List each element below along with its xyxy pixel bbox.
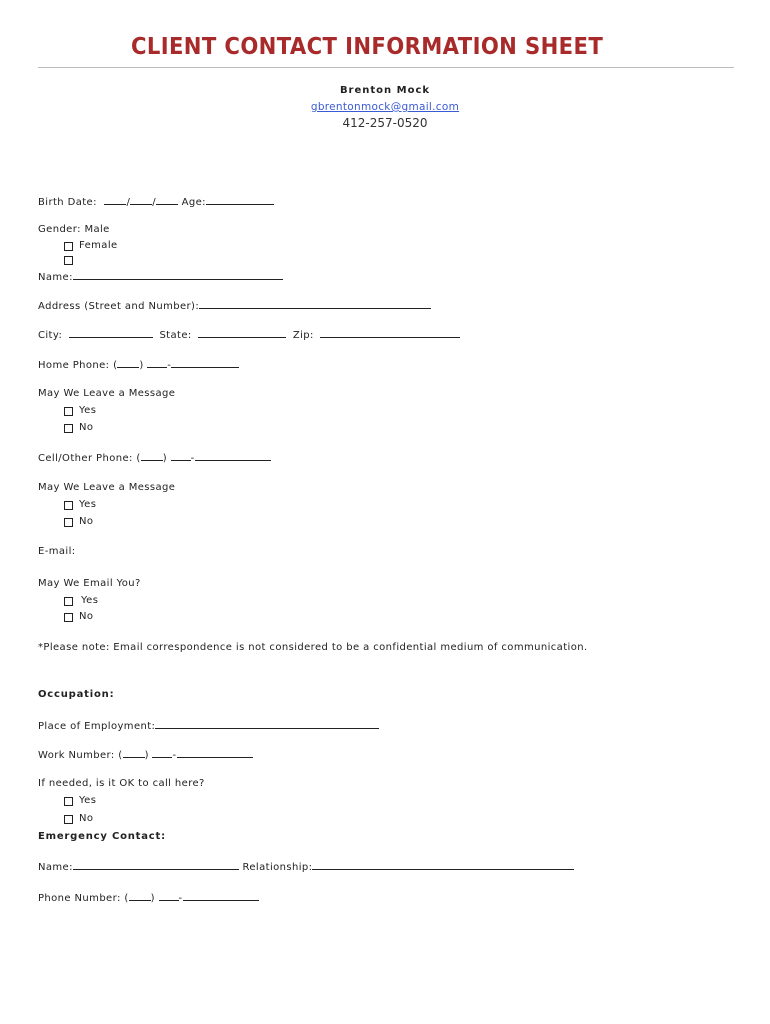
age-label: Age: (181, 197, 206, 208)
address-field[interactable] (199, 298, 431, 309)
birth-day-field[interactable] (130, 194, 152, 205)
checkbox-icon[interactable] (64, 815, 73, 824)
cell-phone-prefix-field[interactable] (171, 450, 191, 461)
emergency-phone-line-field[interactable] (183, 890, 259, 901)
state-field[interactable] (198, 327, 286, 338)
phone-dash: - (190, 453, 195, 464)
client-name: Brenton Mock (339, 85, 431, 96)
home-phone-prefix-field[interactable] (147, 357, 167, 368)
name-label: Name: (38, 272, 73, 283)
leave-message-label-2: May We Leave a Message (38, 482, 176, 493)
checkbox-icon[interactable] (64, 256, 73, 265)
gender-blank-option[interactable] (64, 256, 79, 265)
home-phone-row (38, 357, 239, 373)
option-no-label: No (79, 611, 94, 622)
checkbox-icon[interactable] (64, 242, 73, 251)
may-email-label: May We Email You? (38, 578, 141, 589)
ok-to-call-label: If needed, is it OK to call here? (38, 778, 205, 789)
state-label: State: (159, 330, 192, 341)
emergency-phone-area-field[interactable] (129, 890, 151, 901)
cell-phone-area-field[interactable] (141, 450, 163, 461)
phone-paren-open: ( (136, 453, 141, 464)
phone-dash: - (167, 360, 172, 371)
city-field[interactable] (69, 327, 153, 338)
emergency-phone-label: Phone Number: (38, 893, 121, 904)
work-phone-line-field[interactable] (177, 747, 253, 758)
name-row (38, 269, 283, 285)
relationship-label: Relationship: (242, 862, 313, 873)
option-no-label: No (79, 516, 94, 527)
cell-phone-label: Cell/Other Phone: (38, 453, 133, 464)
checkbox-icon[interactable] (64, 501, 73, 510)
client-phone: 412-257-0520 (342, 116, 428, 130)
gender-label: Gender: (38, 224, 81, 235)
gender-female-label: Female (79, 240, 118, 251)
work-phone-prefix-field[interactable] (152, 747, 172, 758)
emergency-contact-heading-text: Emergency Contact: (38, 831, 166, 842)
client-email-link[interactable]: gbrentonmock@gmail.com (310, 101, 460, 113)
cell-phone-line-field[interactable] (195, 450, 271, 461)
birth-date-label: Birth Date: (38, 197, 97, 208)
address-label: Address (Street and Number): (38, 301, 200, 312)
birth-year-field[interactable] (156, 194, 178, 205)
page-title: CLIENT CONTACT INFORMATION SHEET (131, 34, 604, 60)
phone-dash: - (172, 750, 177, 761)
phone-paren-open: ( (124, 893, 129, 904)
phone-paren-close: ) (144, 750, 149, 761)
email-no-option[interactable] (64, 610, 93, 624)
option-yes-label: Yes (79, 795, 97, 806)
city-state-zip-row (38, 327, 460, 343)
email-yes-option[interactable] (64, 594, 98, 608)
emergency-phone-row (38, 890, 259, 906)
title-divider (38, 67, 734, 68)
phone-dash: - (178, 893, 183, 904)
name-field[interactable] (73, 269, 283, 280)
emergency-contact-heading (38, 830, 166, 844)
work-phone-area-field[interactable] (123, 747, 145, 758)
home-phone-line-field[interactable] (171, 357, 239, 368)
phone-paren-open: ( (118, 750, 123, 761)
phone-paren-close: ) (162, 453, 167, 464)
home-message-no-option[interactable] (64, 421, 93, 435)
checkbox-icon[interactable] (64, 597, 73, 606)
cell-message-no-option[interactable] (64, 515, 93, 529)
emergency-phone-prefix-field[interactable] (159, 890, 179, 901)
leave-message-label-1: May We Leave a Message (38, 388, 176, 399)
work-number-row (38, 747, 253, 763)
place-of-employment-label: Place of Employment: (38, 721, 156, 732)
emergency-name-row (38, 859, 574, 875)
phone-paren-close: ) (150, 893, 155, 904)
phone-paren-close: ) (139, 360, 144, 371)
home-message-yes-option[interactable] (64, 404, 96, 418)
checkbox-icon[interactable] (64, 424, 73, 433)
work-number-label: Work Number: (38, 750, 115, 761)
occupation-heading-text: Occupation: (38, 689, 115, 700)
email-label: E-mail: (38, 546, 76, 557)
place-of-employment-field[interactable] (155, 718, 379, 729)
option-yes-label: Yes (79, 405, 97, 416)
place-of-employment-row (38, 718, 379, 734)
home-phone-label: Home Phone: (38, 360, 110, 371)
birth-date-row: Birth Date: / / Age: (38, 194, 274, 210)
option-no-label: No (79, 422, 94, 433)
emergency-name-label: Name: (38, 862, 73, 873)
emergency-name-field[interactable] (73, 859, 239, 870)
gender-row (38, 223, 110, 237)
phone-paren-open: ( (113, 360, 118, 371)
checkbox-icon[interactable] (64, 518, 73, 527)
cell-phone-row (38, 450, 271, 466)
cell-message-yes-option[interactable] (64, 498, 96, 512)
zip-label: Zip: (292, 330, 314, 341)
relationship-field[interactable] (312, 859, 574, 870)
checkbox-icon[interactable] (64, 797, 73, 806)
zip-field[interactable] (320, 327, 460, 338)
option-no-label: No (79, 813, 94, 824)
age-field[interactable] (206, 194, 274, 205)
gender-female-option[interactable] (64, 239, 118, 253)
address-row (38, 298, 431, 314)
city-label: City: (38, 330, 63, 341)
option-yes-label: Yes (81, 595, 99, 606)
birth-month-field[interactable] (104, 194, 126, 205)
ok-to-call-yes-option[interactable] (64, 794, 96, 808)
home-phone-area-field[interactable] (117, 357, 139, 368)
checkbox-icon[interactable] (64, 407, 73, 416)
gender-male-label: Male (84, 224, 110, 235)
checkbox-icon[interactable] (64, 613, 73, 622)
option-yes-label: Yes (79, 499, 97, 510)
occupation-heading (38, 688, 114, 702)
ok-to-call-no-option[interactable] (64, 812, 93, 826)
email-disclaimer: *Please note: Email correspondence is not considered to be a confidential medium of communication. (38, 642, 588, 653)
